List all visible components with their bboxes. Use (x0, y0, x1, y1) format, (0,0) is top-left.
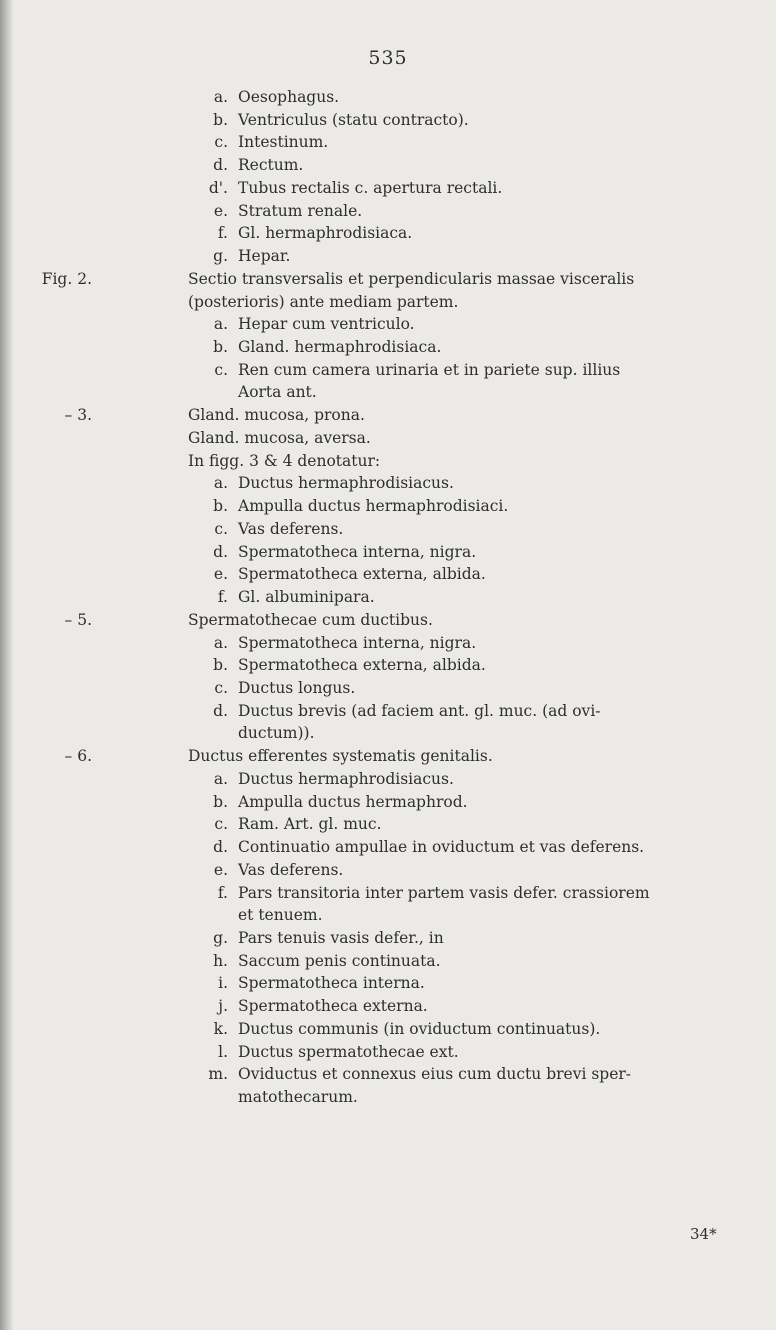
item-text: Oesophagus. (238, 88, 340, 106)
legend-line (0, 609, 776, 631)
figure-label: – 5. (64, 611, 92, 629)
figure-label: – 6. (64, 747, 92, 765)
legend-line (0, 768, 776, 790)
item-text: Pars tenuis vasis defer., in (238, 929, 444, 947)
item-letter: c. (214, 133, 228, 151)
item-letter: c. (214, 679, 228, 697)
item-letter: l. (218, 1043, 228, 1061)
legend-line (0, 495, 776, 517)
heading-text: Ductus efferentes systematis genitalis. (188, 747, 493, 765)
item-letter: c. (214, 520, 228, 538)
legend-line (0, 950, 776, 972)
item-text: Ren cum camera urinaria et in pariete sup. illius (238, 361, 621, 379)
legend-line (0, 200, 776, 222)
item-text: Pars transitoria inter partem vasis defer. crassiorem (238, 884, 650, 902)
legend-line (0, 222, 776, 244)
heading-text: ductum)). (238, 724, 315, 742)
legend-line (0, 381, 776, 403)
item-letter: i. (218, 974, 228, 992)
item-text: Hepar cum ventriculo. (238, 315, 415, 333)
legend-line (0, 359, 776, 381)
item-text: Spermatotheca externa, albida. (238, 565, 486, 583)
item-text: Ductus spermatothecae ext. (238, 1043, 459, 1061)
item-text: Spermatotheca interna. (238, 974, 425, 992)
legend-line (0, 836, 776, 858)
figure-label: Fig. 2. (41, 270, 92, 288)
legend-line (0, 245, 776, 267)
item-text: Saccum penis continuata. (238, 952, 441, 970)
item-letter: d. (213, 543, 228, 561)
legend-line (0, 177, 776, 199)
item-text: Ductus brevis (ad faciem ant. gl. muc. (ad ovi- (238, 702, 601, 720)
item-letter: b. (213, 497, 228, 515)
legend-line (0, 745, 776, 767)
item-letter: e. (213, 861, 228, 879)
legend-line (0, 904, 776, 926)
legend-line (0, 313, 776, 335)
item-letter: e. (213, 202, 228, 220)
item-text: Intestinum. (238, 133, 329, 151)
item-text: Vas deferens. (238, 861, 344, 879)
item-text: Ductus longus. (238, 679, 356, 697)
item-text: Gl. hermaphrodisiaca. (238, 224, 413, 242)
item-text: Hepar. (238, 247, 291, 265)
item-text: Ductus communis (in oviductum continuatus). (238, 1020, 601, 1038)
legend-line (0, 722, 776, 744)
legend-line (0, 882, 776, 904)
item-letter: f. (217, 884, 228, 902)
item-text: Ampulla ductus hermaphrod. (238, 793, 468, 811)
legend-line (0, 472, 776, 494)
legend-line (0, 632, 776, 654)
item-letter: b. (213, 111, 228, 129)
item-letter: b. (213, 338, 228, 356)
item-letter: f. (217, 588, 228, 606)
legend-line (0, 700, 776, 722)
item-letter: b. (213, 793, 228, 811)
legend-line (0, 1063, 776, 1085)
item-letter: a. (213, 88, 228, 106)
item-letter: c. (214, 361, 228, 379)
item-text: Ventriculus (statu contracto). (238, 111, 469, 129)
legend-line (0, 154, 776, 176)
item-letter: d. (213, 702, 228, 720)
legend-line (0, 268, 776, 290)
legend-line (0, 995, 776, 1017)
legend-line (0, 336, 776, 358)
item-letter: j. (218, 997, 228, 1015)
heading-text: Spermatothecae cum ductibus. (188, 611, 433, 629)
heading-text: Sectio transversalis et perpendicularis massae visceralis (188, 270, 635, 288)
item-text: Tubus rectalis c. apertura rectali. (238, 179, 503, 197)
figure-label: – 3. (64, 406, 92, 424)
item-letter: k. (213, 1020, 228, 1038)
legend-line (0, 131, 776, 153)
item-text: Gl. albuminipara. (238, 588, 375, 606)
heading-text: et tenuem. (238, 906, 323, 924)
legend-line (0, 859, 776, 881)
legend-line (0, 677, 776, 699)
item-letter: a. (213, 315, 228, 333)
item-letter: d'. (208, 179, 228, 197)
item-letter: a. (213, 634, 228, 652)
item-text: Gland. hermaphrodisiaca. (238, 338, 442, 356)
legend-line (0, 654, 776, 676)
legend-line (0, 518, 776, 540)
item-letter: e. (213, 565, 228, 583)
heading-text: Gland. mucosa, aversa. (188, 429, 371, 447)
legend-line (0, 927, 776, 949)
item-letter: h. (213, 952, 228, 970)
item-text: Spermatotheca interna, nigra. (238, 543, 477, 561)
item-text: Vas deferens. (238, 520, 344, 538)
legend-line (0, 972, 776, 994)
item-text: Stratum renale. (238, 202, 363, 220)
item-letter: m. (208, 1065, 228, 1083)
heading-text: matothecarum. (238, 1088, 358, 1106)
heading-text: Aorta ant. (238, 383, 317, 401)
item-letter: f. (217, 224, 228, 242)
heading-text: In figg. 3 & 4 denotatur: (188, 452, 381, 470)
legend-line (0, 563, 776, 585)
signature-mark: 34* (690, 1225, 717, 1243)
legend-line (0, 1018, 776, 1040)
legend-line (0, 450, 776, 472)
legend-line (0, 427, 776, 449)
page-number: 535 (368, 47, 408, 69)
legend-line (0, 1041, 776, 1063)
legend-line (0, 404, 776, 426)
item-letter: d. (213, 838, 228, 856)
item-letter: g. (213, 929, 228, 947)
legend-line (0, 791, 776, 813)
item-text: Continuatio ampullae in oviductum et vas deferens. (238, 838, 645, 856)
legend-line (0, 291, 776, 313)
item-letter: a. (213, 474, 228, 492)
item-letter: b. (213, 656, 228, 674)
item-letter: c. (214, 815, 228, 833)
legend-line (0, 86, 776, 108)
legend-line (0, 541, 776, 563)
item-letter: g. (213, 247, 228, 265)
item-text: Spermatotheca externa, albida. (238, 656, 486, 674)
item-letter: a. (213, 770, 228, 788)
heading-text: Gland. mucosa, prona. (188, 406, 365, 424)
legend-line (0, 109, 776, 131)
item-letter: d. (213, 156, 228, 174)
heading-text: (posterioris) ante mediam partem. (188, 293, 459, 311)
item-text: Rectum. (238, 156, 304, 174)
item-text: Ductus hermaphrodisiacus. (238, 770, 454, 788)
legend-line (0, 813, 776, 835)
item-text: Spermatotheca interna, nigra. (238, 634, 477, 652)
legend-line (0, 1086, 776, 1108)
item-text: Spermatotheca externa. (238, 997, 428, 1015)
item-text: Oviductus et connexus eius cum ductu brevi sper- (238, 1065, 632, 1083)
item-text: Ampulla ductus hermaphrodisiaci. (238, 497, 509, 515)
item-text: Ductus hermaphrodisiacus. (238, 474, 454, 492)
legend-line (0, 586, 776, 608)
item-text: Ram. Art. gl. muc. (238, 815, 382, 833)
